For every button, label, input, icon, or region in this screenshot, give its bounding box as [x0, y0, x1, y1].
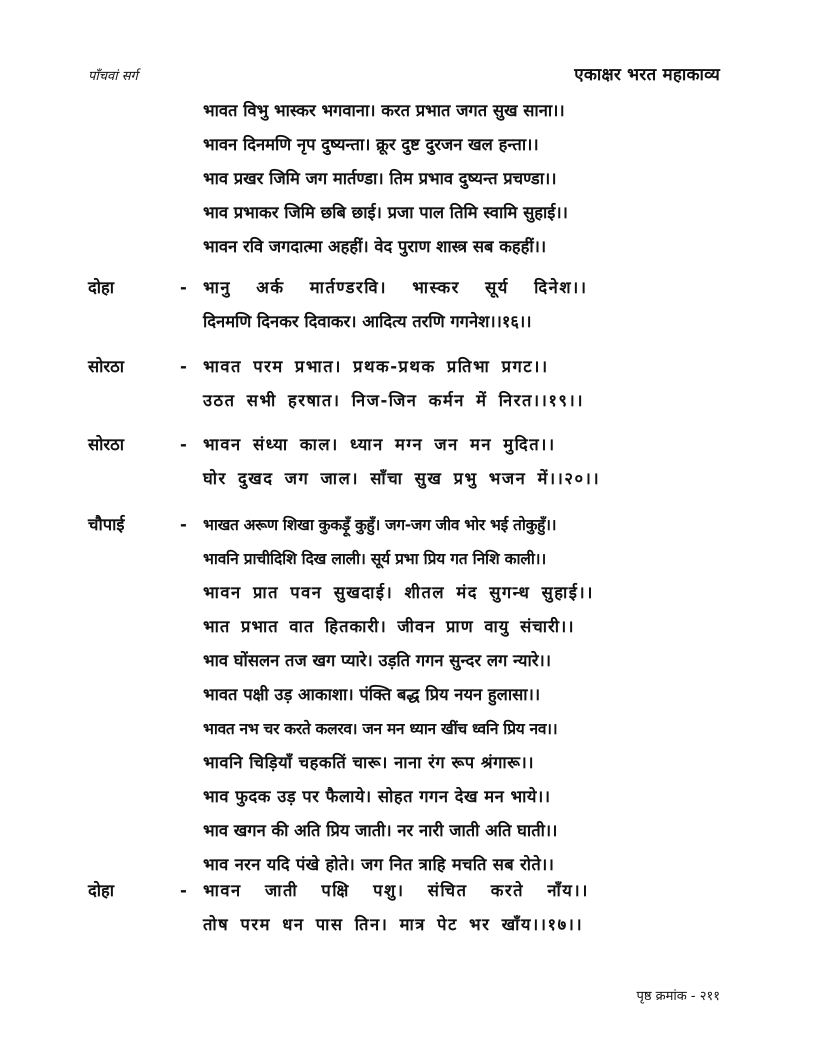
verse-line: भावत नभ चर करते कलरव। जन मन ध्यान खींच ध्वनि प्रिय नव।।	[203, 720, 558, 738]
verse-lines	[203, 874, 728, 942]
verse-line: भावत विभु भास्कर भगवाना। करत प्रभात जगत सुख साना।।	[203, 101, 565, 120]
verse-lines	[203, 508, 728, 882]
verse-line: भावन प्रात पवन सुखदाई। शीतल मंद सुगन्ध सुहाई।।	[203, 583, 594, 602]
verse-line: भावत पक्षी उड़ आकाशा। पंक्ति बद्ध प्रिय नयन हुलासा।।	[203, 685, 541, 704]
verse-line: भावनि प्राचीदिशि दिख लाली। सूर्य प्रभा प्रिय गत निशि काली।।	[203, 550, 546, 568]
verse-lines	[203, 350, 728, 418]
verse-line: भावन रवि जगदात्मा अहहीं। वेद पुराण शास्त्र सब कहहीं।।	[203, 237, 547, 256]
verse-line: भानु अर्क मार्तण्डरवि। भास्कर सूर्य दिनेश।।	[203, 278, 588, 297]
verse-line: भात प्रभात वात हितकारी। जीवन प्राण वायु संचारी।।	[203, 617, 575, 636]
intro-verse-block	[203, 94, 728, 264]
verse-lines	[203, 428, 728, 496]
verse-line: भाखत अरूण शिखा कुकड़ूँ कुहुँ। जग-जग जीव भोर भई तोकुहुँ।।	[203, 516, 557, 534]
verse-line: तोष परम धन पास तिन। मात्र पेट भर खाँय।।१७।।	[203, 915, 584, 934]
verse-line: भाव प्रभाकर जिमि छबि छाई। प्रजा पाल तिमि स्वामि सुहाई।।	[203, 203, 568, 222]
verse-line: घोर दुखद जग जाल। साँचा सुख प्रभु भजन में।।२०।।	[203, 469, 601, 488]
verse-line: दिनमणि दिनकर दिवाकर। आदित्य तरणि गगनेश।।१६।।	[203, 312, 532, 331]
verse-line: भावन जाती पक्षि पशु। संचित करते नाँय।।	[203, 881, 589, 900]
page-number: पृष्ठ क्रमांक - २११	[636, 989, 720, 1004]
verse-type-label: चौपाई	[88, 515, 125, 534]
book-title: एकाक्षर भरत महाकाव्य	[574, 65, 720, 85]
verse-dash: -	[180, 357, 187, 376]
verse-dash: -	[180, 881, 187, 900]
verse-dash: -	[180, 435, 187, 454]
verse-dash: -	[180, 515, 187, 534]
verse-dash: -	[180, 278, 187, 297]
verse-line: भाव फुदक उड़ पर फैलाये। सोहत गगन देख मन भाये।।	[203, 787, 551, 806]
chapter-title: पाँचवां सर्ग	[88, 69, 138, 84]
verse-lines	[203, 271, 728, 339]
verse-type-label: सोरठा	[88, 357, 125, 376]
verse-line: भावन दिनमणि नृप दुष्यन्ता। क्रूर दुष्ट दुरजन खल हन्ता।।	[203, 135, 539, 154]
verse-line: भाव खगन की अति प्रिय जाती। नर नारी जाती अति घाती।।	[203, 821, 558, 840]
verse-line: भावनि चिड़ियाँ चहकतिं चारू। नाना रंग रूप श्रंगारू।।	[203, 753, 534, 772]
verse-line: भाव घोंसलन तज खग प्यारे। उड़ति गगन सुन्दर लग न्यारे।।	[203, 651, 552, 670]
verse-line: भावन संध्या काल। ध्यान मग्न जन मन मुदित।।	[203, 435, 556, 454]
verse-type-label: दोहा	[88, 881, 115, 900]
verse-line: भावत परम प्रभात। प्रथक-प्रथक प्रतिभा प्रगट।।	[203, 357, 549, 376]
verse-line: उठत सभी हरषात। निज-जिन कर्मन में निरत।।१९।।	[203, 391, 585, 410]
verse-type-label: सोरठा	[88, 435, 125, 454]
verse-line: भाव नरन यदि पंखे होते। जग नित त्राहि मचति सब रोते।।	[203, 855, 555, 874]
verse-line: भाव प्रखर जिमि जग मार्तण्डा। तिम प्रभाव दुष्यन्त प्रचण्डा।।	[203, 169, 557, 188]
verse-type-label: दोहा	[88, 278, 115, 297]
